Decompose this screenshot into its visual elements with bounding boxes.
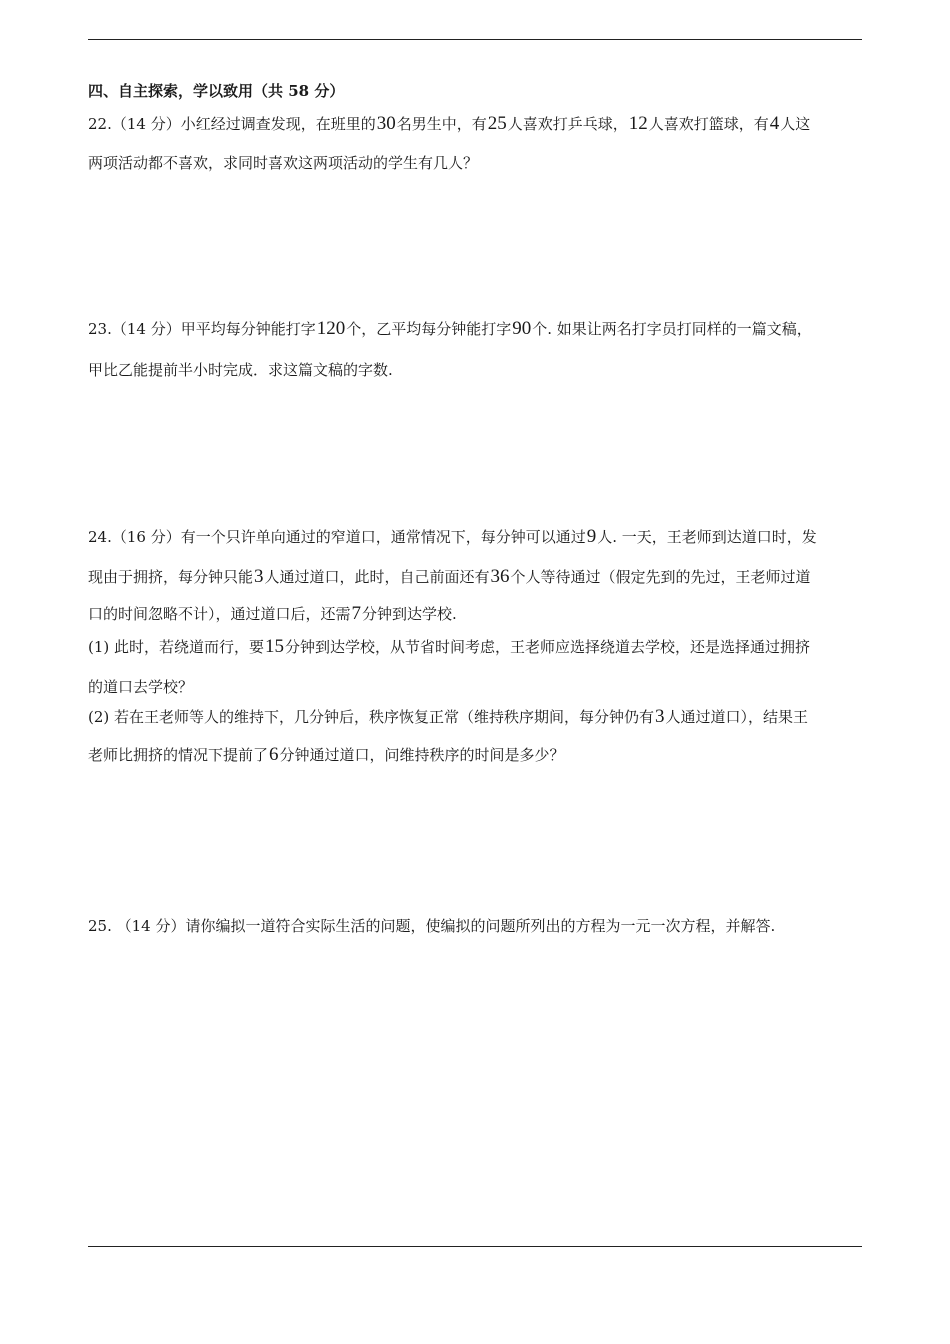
question-24-part-2-line-2: 老师比拥挤的情况下提前了6分钟通过道口，问维持秩序的时间是多少？ bbox=[88, 744, 565, 765]
question-22 bbox=[88, 113, 862, 135]
question-24-line-2: 现由于拥挤，每分钟只能3人通过道口，此时，自己前面还有36个人等待通过（假定先到的先过，王老师过道 bbox=[88, 566, 811, 587]
question-23-line-1: 23.（14 分）甲平均每分钟能打字120个，乙平均每分钟能打字90个. 如果让两名打字员打同样的一篇文稿， bbox=[88, 318, 812, 339]
question-24-part-2 bbox=[88, 706, 862, 728]
question-23-line-2: 甲比乙能提前半小时完成．求这篇文稿的字数. bbox=[88, 361, 393, 379]
question-22-cont bbox=[88, 152, 862, 174]
question-24-part-1-line-2: 的道口去学校？ bbox=[88, 678, 194, 696]
question-22-line-1: 22.（14 分）小红经过调查发现，在班里的30名男生中，有25人喜欢打乒乓球，12人喜欢打篮球，有4人这 bbox=[88, 113, 811, 134]
question-24-cont-2 bbox=[88, 603, 862, 625]
question-22-line-2: 两项活动都不喜欢，求同时喜欢这两项活动的学生有几人？ bbox=[88, 154, 479, 172]
question-24 bbox=[88, 526, 862, 548]
question-24-cont-1 bbox=[88, 566, 862, 588]
question-24-part-1 bbox=[88, 636, 862, 658]
question-24-part-2-line-1: (2) 若在王老师等人的维持下，几分钟后，秩序恢复正常（维持秩序期间，每分钟仍有3人通过道口），结果王 bbox=[88, 706, 809, 727]
question-24-line-3: 口的时间忽略不计），通过道口后，还需7分钟到达学校. bbox=[88, 603, 457, 624]
footer-rule bbox=[88, 1246, 862, 1247]
question-25 bbox=[88, 915, 862, 937]
question-24-part-1-line-1: (1) 此时，若绕道而行，要15分钟到达学校，从节省时间考虑，王老师应选择绕道去学校，还是选择通过拥挤 bbox=[88, 636, 811, 657]
section-title: 四、自主探索，学以致用（共 58 分） bbox=[88, 82, 345, 100]
question-25-line-1: 25. （14 分）请你编拟一道符合实际生活的问题，使编拟的问题所列出的方程为一元一次方程，并解答. bbox=[88, 917, 776, 935]
question-24-part-2-cont bbox=[88, 744, 862, 766]
question-23 bbox=[88, 318, 862, 340]
header-rule bbox=[88, 39, 862, 40]
question-23-cont bbox=[88, 359, 862, 381]
question-24-line-1: 24.（16 分）有一个只许单向通过的窄道口，通常情况下，每分钟可以通过9人. 一天，王老师到达道口时，发 bbox=[88, 526, 817, 547]
question-24-part-1-cont bbox=[88, 676, 862, 698]
